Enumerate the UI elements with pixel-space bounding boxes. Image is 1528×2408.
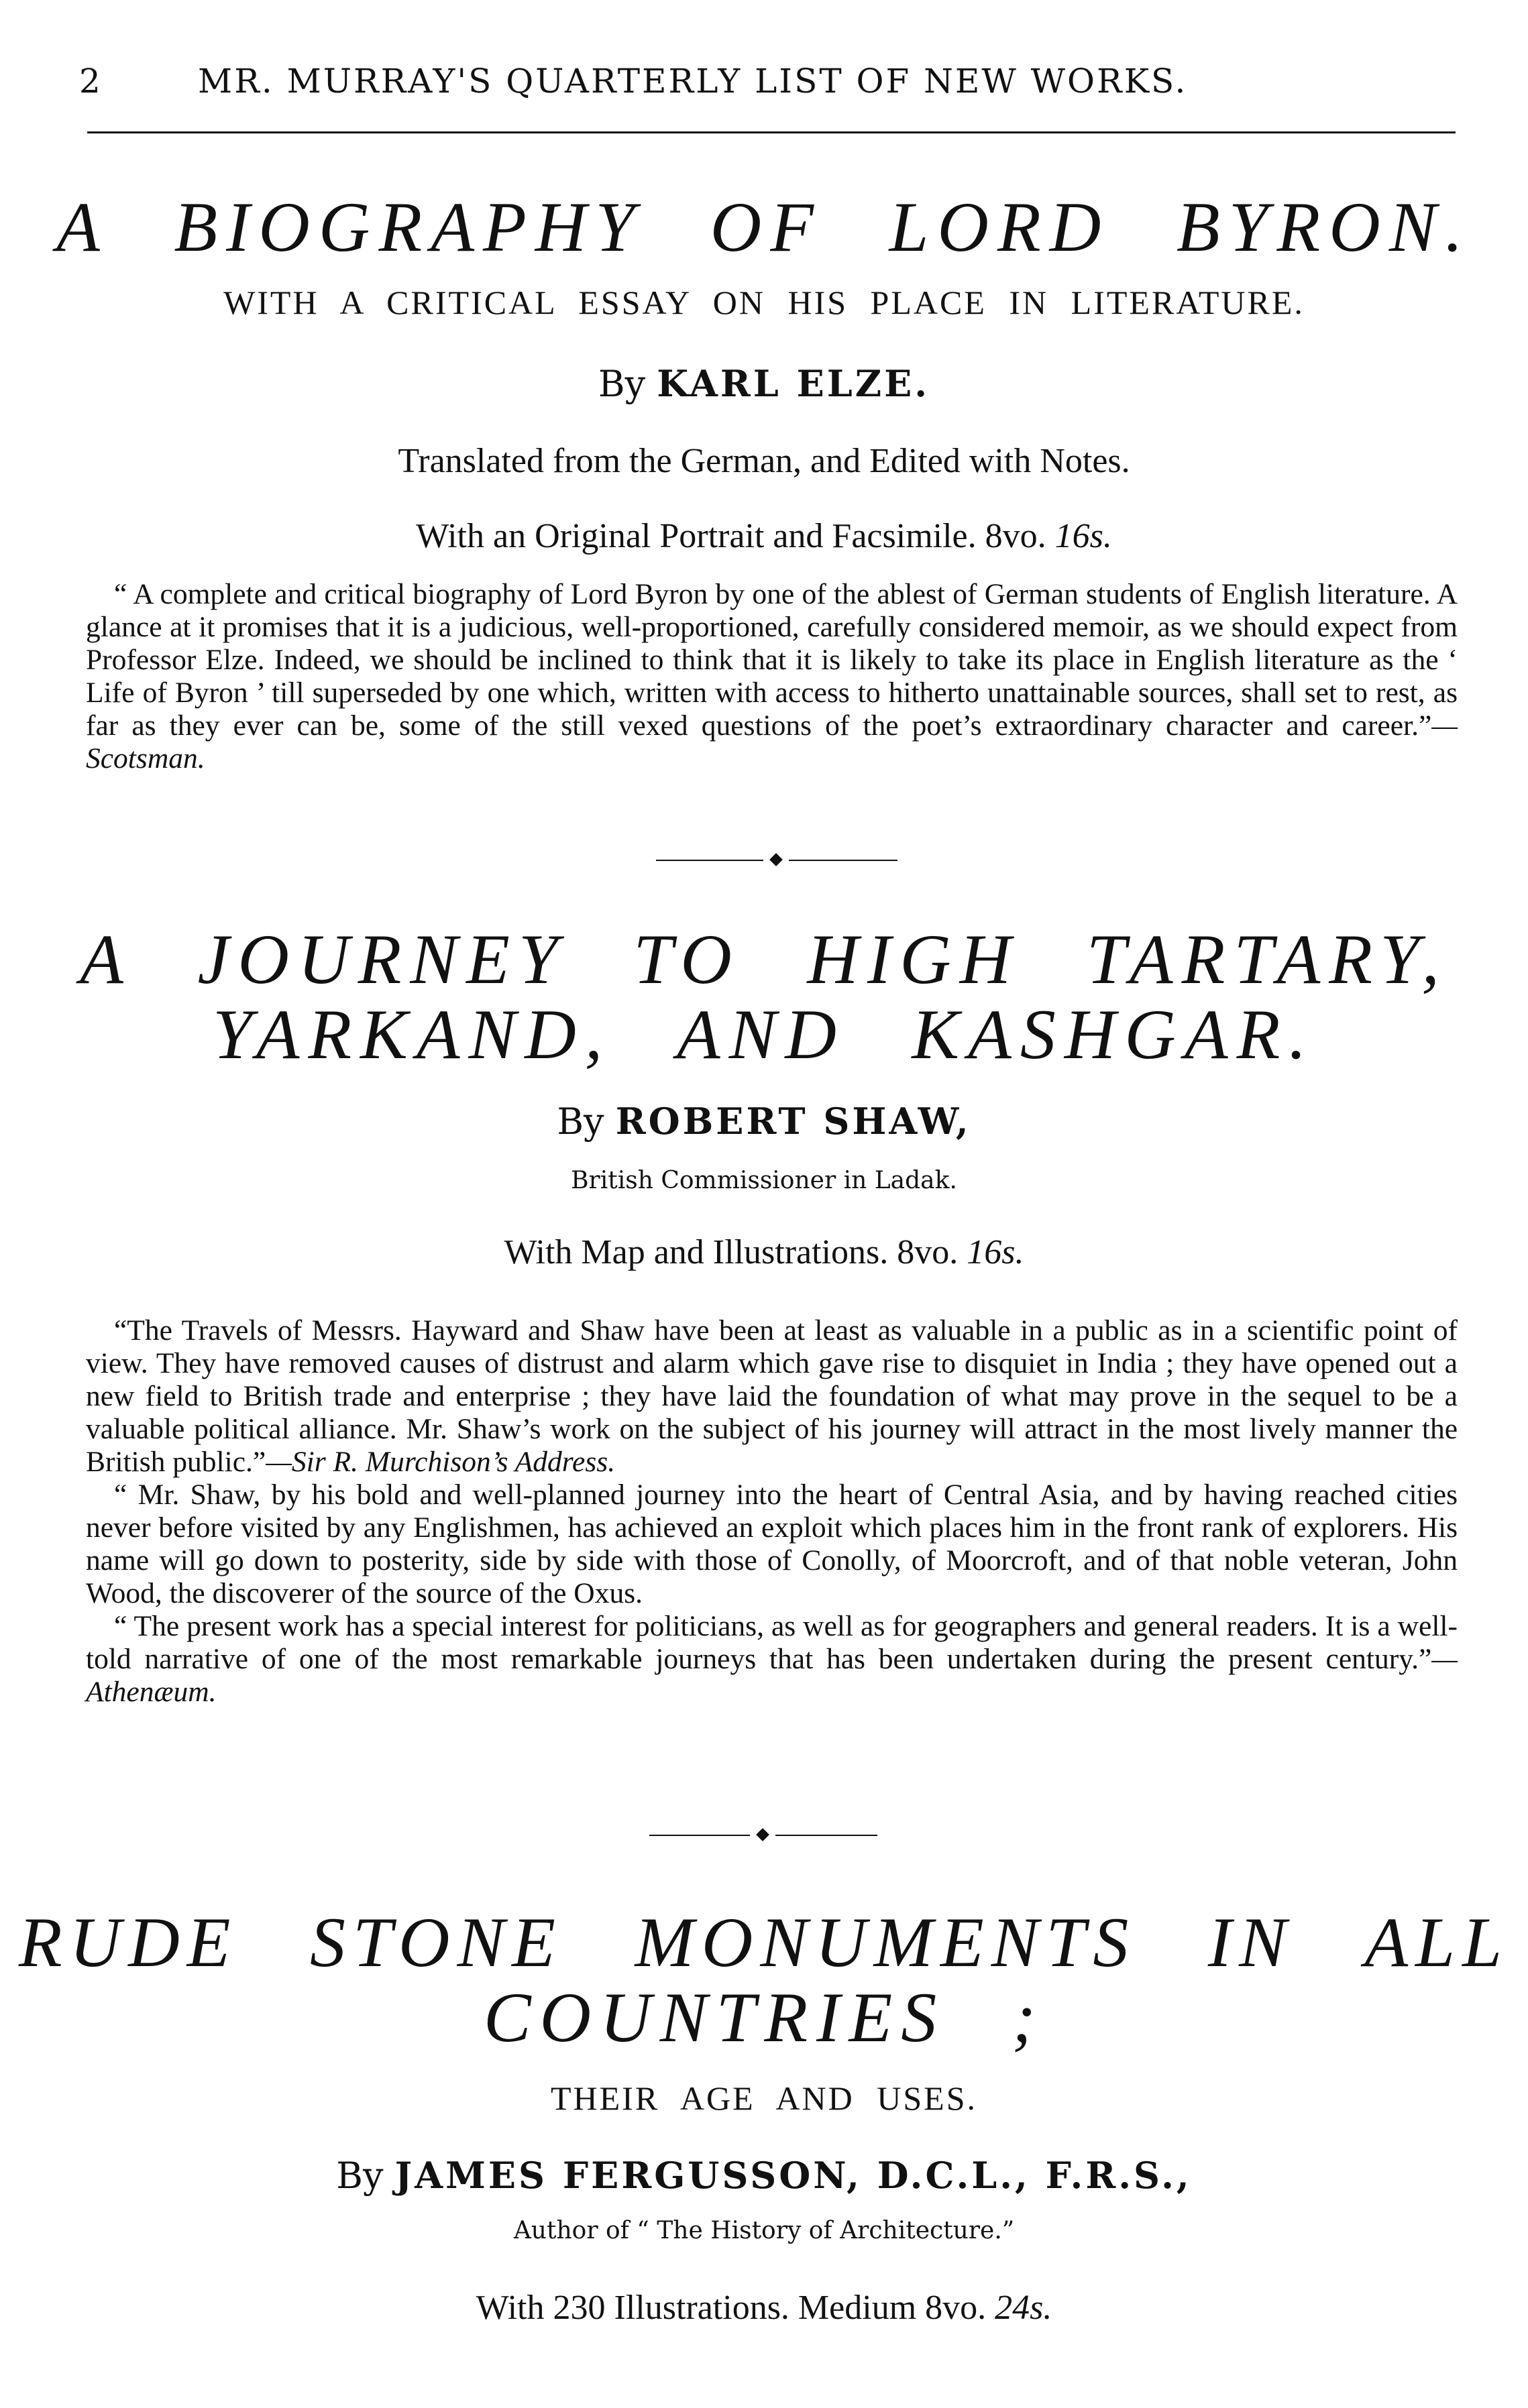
- quote-text: “The Travels of Messrs. Hayward and Shaw have been at least as valuable in a public as in a scientific point of view. They have removed causes of distrust and alarm which gave rise to disquiet in India ; they have opened out a new field to British trade and enterprise ; they have laid the foundation of what may prove in the sequel to be a valuable political alliance. Mr. Shaw’s work on the subject of his journey will attract in the most lively manner the British public.”: [86, 1314, 1458, 1478]
- publication-details: [0, 2288, 1528, 2328]
- running-title: MR. MURRAY'S QUARTERLY LIST OF NEW WORKS.: [198, 62, 1188, 101]
- translation-note: Translated from the German, and Edited with Notes.: [398, 442, 1130, 480]
- quote-paragraph: [86, 578, 1458, 775]
- publication-format: With Map and Illustrations. 8vo.: [504, 1233, 959, 1271]
- entry-title: RUDE STONE MONUMENTS IN ALL: [18, 1903, 1510, 1982]
- entry-title: A BIOGRAPHY OF LORD BYRON.: [56, 188, 1472, 266]
- entry-title: A JOURNEY TO HIGH TARTARY,: [80, 920, 1448, 998]
- price: 16s.: [967, 1233, 1024, 1271]
- publication-details: [0, 516, 1528, 556]
- price: 16s.: [1054, 517, 1112, 555]
- by-label: By: [336, 2155, 384, 2197]
- quote-paragraph: [86, 1610, 1458, 1709]
- author-note: Author of “ The History of Architecture.”: [513, 2217, 1015, 2244]
- entry-subtitle: THEIR AGE AND USES.: [550, 2079, 978, 2117]
- diamond-ornament-icon: [769, 853, 783, 866]
- quote-paragraph: [86, 1479, 1458, 1610]
- author-note: British Commissioner in Ladak.: [571, 1167, 957, 1194]
- section-divider: [656, 854, 897, 867]
- by-label: By: [598, 363, 646, 405]
- quote-attribution: —Sir R. Murchison’s Address.: [266, 1446, 616, 1478]
- author-line: [0, 362, 1528, 405]
- entry-title-line2: COUNTRIES ;: [483, 1978, 1045, 2057]
- publication-details: [0, 1232, 1528, 1272]
- entry-subtitle: WITH A CRITICAL ESSAY ON HIS PLACE IN LITERATURE.: [223, 284, 1305, 321]
- author-line: [0, 1100, 1528, 1143]
- author-name: JAMES FERGUSSON, D.C.L., F.R.S.,: [394, 2154, 1192, 2197]
- diamond-ornament-icon: [756, 1828, 769, 1841]
- by-label: By: [557, 1100, 604, 1143]
- publication-format: With an Original Portrait and Facsimile. 8vo.: [416, 517, 1046, 555]
- quote-text: “ The present work has a special interest for politicians, as well as for geographers and general readers. It is a well-told narrative of one of the most remarkable journeys that has been undertaken during the present century.”: [86, 1610, 1458, 1675]
- review-quote: [86, 1314, 1458, 1709]
- author-line: [0, 2154, 1528, 2197]
- review-quote: [86, 578, 1458, 775]
- quote-attribution: —Scotsman.: [86, 709, 1458, 775]
- entry-title-line2: YARKAND, AND KASHGAR.: [213, 995, 1315, 1074]
- publication-format: With 230 Illustrations. Medium 8vo.: [476, 2289, 987, 2327]
- quote-text: “ Mr. Shaw, by his bold and well-planned journey into the heart of Central Asia, and by having reached cities never before visited by any Englishmen, has achieved an exploit which places him in the front rank of explorers. His name will go down to posterity, side by side with those of Conolly, of Moorcroft, and of that noble veteran, John Wood, the discoverer of the source of the Oxus.: [86, 1479, 1458, 1609]
- quote-text: “ A complete and critical biography of Lord Byron by one of the ablest of German students of English literature. A glance at it promises that it is a judicious, well-proportioned, carefully considered memoir, as we should expect from Professor Elze. Indeed, we should be inclined to think that it is likely to take its place in English literature as the ‘ Life of Byron ’ till superseded by one which, written with access to hitherto unattainable sources, shall set to rest, as far as they ever can be, some of the still vexed questions of the poet’s extraordinary character and career.”: [86, 578, 1458, 742]
- author-name: ROBERT SHAW,: [615, 1100, 971, 1143]
- running-header: [67, 52, 1435, 113]
- header-rule: [87, 131, 1456, 133]
- quote-attribution: —Athenæum.: [86, 1643, 1458, 1708]
- page-number: 2: [79, 62, 101, 101]
- section-divider: [649, 1829, 877, 1842]
- author-name: KARL ELZE.: [657, 362, 930, 405]
- quote-paragraph: [86, 1314, 1458, 1479]
- price: 24s.: [995, 2289, 1052, 2327]
